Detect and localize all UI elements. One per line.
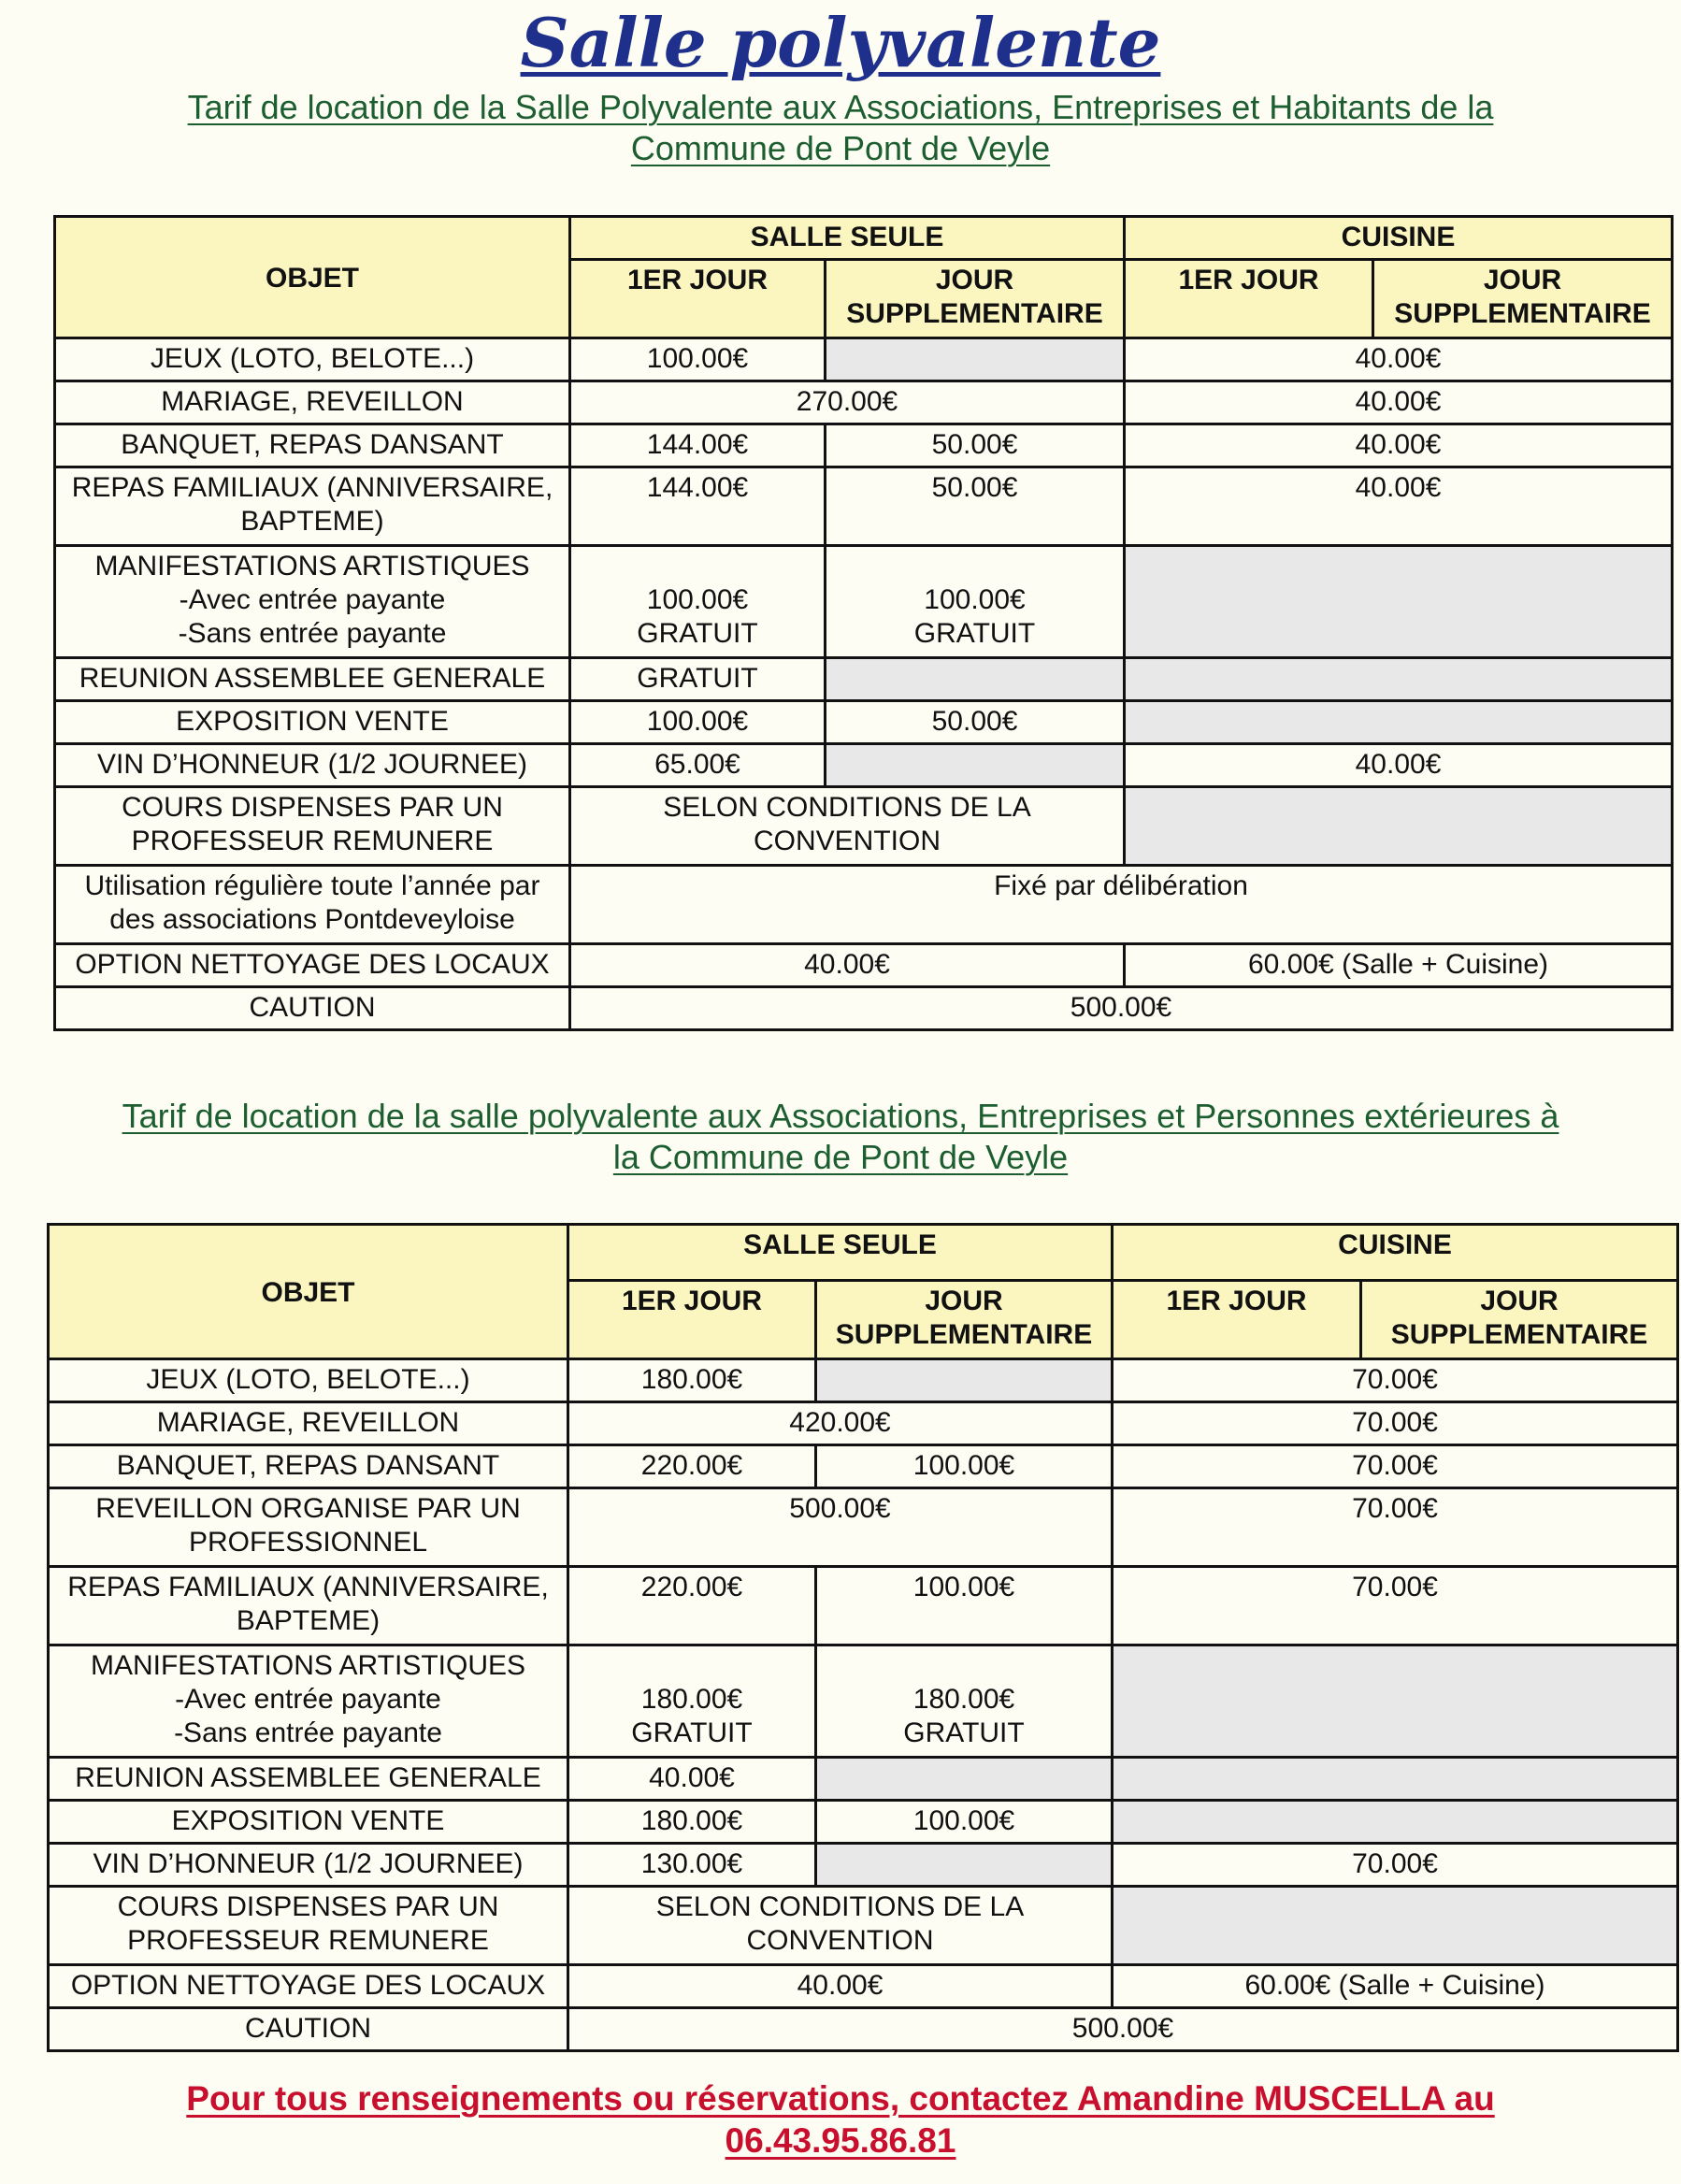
tarif-table-exterieurs: [47, 1223, 1679, 2052]
table-row: [55, 381, 1673, 424]
section2-heading: Tarif de location de la salle polyvalente aux Associations, Entreprises et Personnes extérieures à la Commune de Pont de Veyle: [122, 1097, 1559, 1176]
table-row: [49, 1567, 1678, 1645]
table-row: [55, 546, 1673, 658]
price-cell: 500.00€: [568, 2008, 1678, 2051]
empty-cell: [816, 1359, 1113, 1402]
header-salle-seule: SALLE SEULE: [570, 217, 1125, 260]
table-row: [55, 866, 1673, 944]
table-row: [55, 338, 1673, 381]
price-cell: 40.00€: [1125, 424, 1673, 467]
price-cell: 70.00€: [1113, 1488, 1678, 1567]
table-row: [49, 1965, 1678, 2008]
empty-cell: [816, 1844, 1113, 1887]
row-label: MARIAGE, REVEILLON: [49, 1402, 568, 1445]
row-label: MARIAGE, REVEILLON: [55, 381, 570, 424]
empty-cell: [1113, 1645, 1678, 1758]
price-cell: 65.00€: [570, 744, 826, 787]
row-label: OPTION NETTOYAGE DES LOCAUX: [49, 1965, 568, 2008]
price-cell: 500.00€: [570, 987, 1673, 1030]
price-cell: 60.00€ (Salle + Cuisine): [1113, 1965, 1678, 2008]
table-row: [49, 1488, 1678, 1567]
empty-cell: [1113, 1801, 1678, 1844]
price-cell: SELON CONDITIONS DE LA CONVENTION: [568, 1887, 1113, 1965]
section1-heading: Tarif de location de la Salle Polyvalente aux Associations, Entreprises et Habitants de la Commune de Pont de Veyle: [187, 88, 1494, 167]
contact-phone[interactable]: 06.43.95.86.81: [725, 2121, 956, 2160]
price-cell: 40.00€: [1125, 381, 1673, 424]
row-label: EXPOSITION VENTE: [49, 1801, 568, 1844]
row-label: REUNION ASSEMBLEE GENERALE: [49, 1758, 568, 1801]
row-label: VIN D’HONNEUR (1/2 JOURNEE): [55, 744, 570, 787]
table-row: [49, 1801, 1678, 1844]
table-row: [55, 744, 1673, 787]
price-cell: 100.00€: [816, 1801, 1113, 1844]
price-cell: 220.00€: [568, 1567, 816, 1645]
header-salle-1er-jour: 1ER JOUR: [568, 1281, 816, 1359]
price-cell: Fixé par délibération: [570, 866, 1673, 944]
table-row: [49, 1445, 1678, 1488]
header-cuisine-jour-sup: JOUR SUPPLEMENTAIRE: [1373, 260, 1673, 338]
empty-cell: [826, 658, 1125, 701]
empty-cell: [1125, 658, 1673, 701]
header-salle-jour-sup: JOUR SUPPLEMENTAIRE: [826, 260, 1125, 338]
row-label: CAUTION: [55, 987, 570, 1030]
table-row: [49, 1844, 1678, 1887]
price-cell: 100.00€: [816, 1567, 1113, 1645]
price-cell: 70.00€: [1113, 1567, 1678, 1645]
table-row: [55, 944, 1673, 987]
table-row: [49, 1402, 1678, 1445]
price-cell: 500.00€: [568, 1488, 1113, 1567]
price-cell: 130.00€: [568, 1844, 816, 1887]
empty-cell: [826, 744, 1125, 787]
price-cell: 144.00€: [570, 424, 826, 467]
price-cell: 270.00€: [570, 381, 1125, 424]
price-cell: 100.00€ GRATUIT: [570, 546, 826, 658]
table-row: [49, 1359, 1678, 1402]
tarif-table-residents: [53, 215, 1674, 1031]
price-cell: 70.00€: [1113, 1445, 1678, 1488]
price-cell: 180.00€: [568, 1359, 816, 1402]
row-label: OPTION NETTOYAGE DES LOCAUX: [55, 944, 570, 987]
row-label: Utilisation régulière toute l’année par des associations Pontdeveyloise: [55, 866, 570, 944]
price-cell: SELON CONDITIONS DE LA CONVENTION: [570, 787, 1125, 866]
header-cuisine: CUISINE: [1113, 1225, 1678, 1281]
row-label: MANIFESTATIONS ARTISTIQUES -Avec entrée payante -Sans entrée payante: [49, 1645, 568, 1758]
price-cell: 100.00€ GRATUIT: [826, 546, 1125, 658]
row-label: VIN D’HONNEUR (1/2 JOURNEE): [49, 1844, 568, 1887]
price-cell: 40.00€: [570, 944, 1125, 987]
row-label: REPAS FAMILIAUX (ANNIVERSAIRE, BAPTEME): [49, 1567, 568, 1645]
row-label: EXPOSITION VENTE: [55, 701, 570, 744]
empty-cell: [1113, 1758, 1678, 1801]
header-cuisine-1er-jour: 1ER JOUR: [1113, 1281, 1361, 1359]
table-row: [55, 701, 1673, 744]
row-label: MANIFESTATIONS ARTISTIQUES -Avec entrée payante -Sans entrée payante: [55, 546, 570, 658]
price-cell: 180.00€: [568, 1801, 816, 1844]
price-cell: 40.00€: [1125, 744, 1673, 787]
price-cell: 100.00€: [816, 1445, 1113, 1488]
price-cell: 100.00€: [570, 338, 826, 381]
row-label: COURS DISPENSES PAR UN PROFESSEUR REMUNERE: [49, 1887, 568, 1965]
header-cuisine: CUISINE: [1125, 217, 1673, 260]
price-cell: 100.00€: [570, 701, 826, 744]
price-cell: 220.00€: [568, 1445, 816, 1488]
price-cell: GRATUIT: [570, 658, 826, 701]
table-row: [49, 1645, 1678, 1758]
table-row: [55, 787, 1673, 866]
price-cell: 70.00€: [1113, 1359, 1678, 1402]
header-salle-seule: SALLE SEULE: [568, 1225, 1113, 1281]
row-label: REPAS FAMILIAUX (ANNIVERSAIRE, BAPTEME): [55, 467, 570, 546]
price-cell: 40.00€: [1125, 467, 1673, 546]
row-label: COURS DISPENSES PAR UN PROFESSEUR REMUNERE: [55, 787, 570, 866]
table-row: [55, 658, 1673, 701]
price-cell: 70.00€: [1113, 1844, 1678, 1887]
contact-footer: Pour tous renseignements ou réservations, contactez Amandine MUSCELLA au 06.43.95.86.81: [0, 2077, 1681, 2162]
empty-cell: [1113, 1887, 1678, 1965]
price-cell: 40.00€: [568, 1965, 1113, 2008]
empty-cell: [1125, 701, 1673, 744]
empty-cell: [816, 1758, 1113, 1801]
header-objet: OBJET: [49, 1225, 568, 1359]
price-cell: 40.00€: [1125, 338, 1673, 381]
row-label: BANQUET, REPAS DANSANT: [55, 424, 570, 467]
price-cell: 180.00€ GRATUIT: [816, 1645, 1113, 1758]
price-cell: 144.00€: [570, 467, 826, 546]
empty-cell: [1125, 787, 1673, 866]
row-label: REVEILLON ORGANISE PAR UN PROFESSIONNEL: [49, 1488, 568, 1567]
empty-cell: [1125, 546, 1673, 658]
price-cell: 50.00€: [826, 467, 1125, 546]
row-label: REUNION ASSEMBLEE GENERALE: [55, 658, 570, 701]
page-title: Salle polyvalente: [520, 3, 1161, 82]
header-salle-jour-sup: JOUR SUPPLEMENTAIRE: [816, 1281, 1113, 1359]
header-objet: OBJET: [55, 217, 570, 338]
row-label: BANQUET, REPAS DANSANT: [49, 1445, 568, 1488]
table-row: [55, 467, 1673, 546]
price-cell: 70.00€: [1113, 1402, 1678, 1445]
table-row: [49, 2008, 1678, 2051]
header-salle-1er-jour: 1ER JOUR: [570, 260, 826, 338]
price-cell: 40.00€: [568, 1758, 816, 1801]
row-label: JEUX (LOTO, BELOTE...): [49, 1359, 568, 1402]
row-label: JEUX (LOTO, BELOTE...): [55, 338, 570, 381]
table-row: [55, 424, 1673, 467]
header-cuisine-jour-sup: JOUR SUPPLEMENTAIRE: [1361, 1281, 1678, 1359]
table-row: [49, 1758, 1678, 1801]
table-row: [49, 1887, 1678, 1965]
table-row: [55, 987, 1673, 1030]
price-cell: 180.00€ GRATUIT: [568, 1645, 816, 1758]
row-label: CAUTION: [49, 2008, 568, 2051]
price-cell: 50.00€: [826, 424, 1125, 467]
price-cell: 50.00€: [826, 701, 1125, 744]
price-cell: 420.00€: [568, 1402, 1113, 1445]
header-cuisine-1er-jour: 1ER JOUR: [1125, 260, 1373, 338]
empty-cell: [826, 338, 1125, 381]
price-cell: 60.00€ (Salle + Cuisine): [1125, 944, 1673, 987]
